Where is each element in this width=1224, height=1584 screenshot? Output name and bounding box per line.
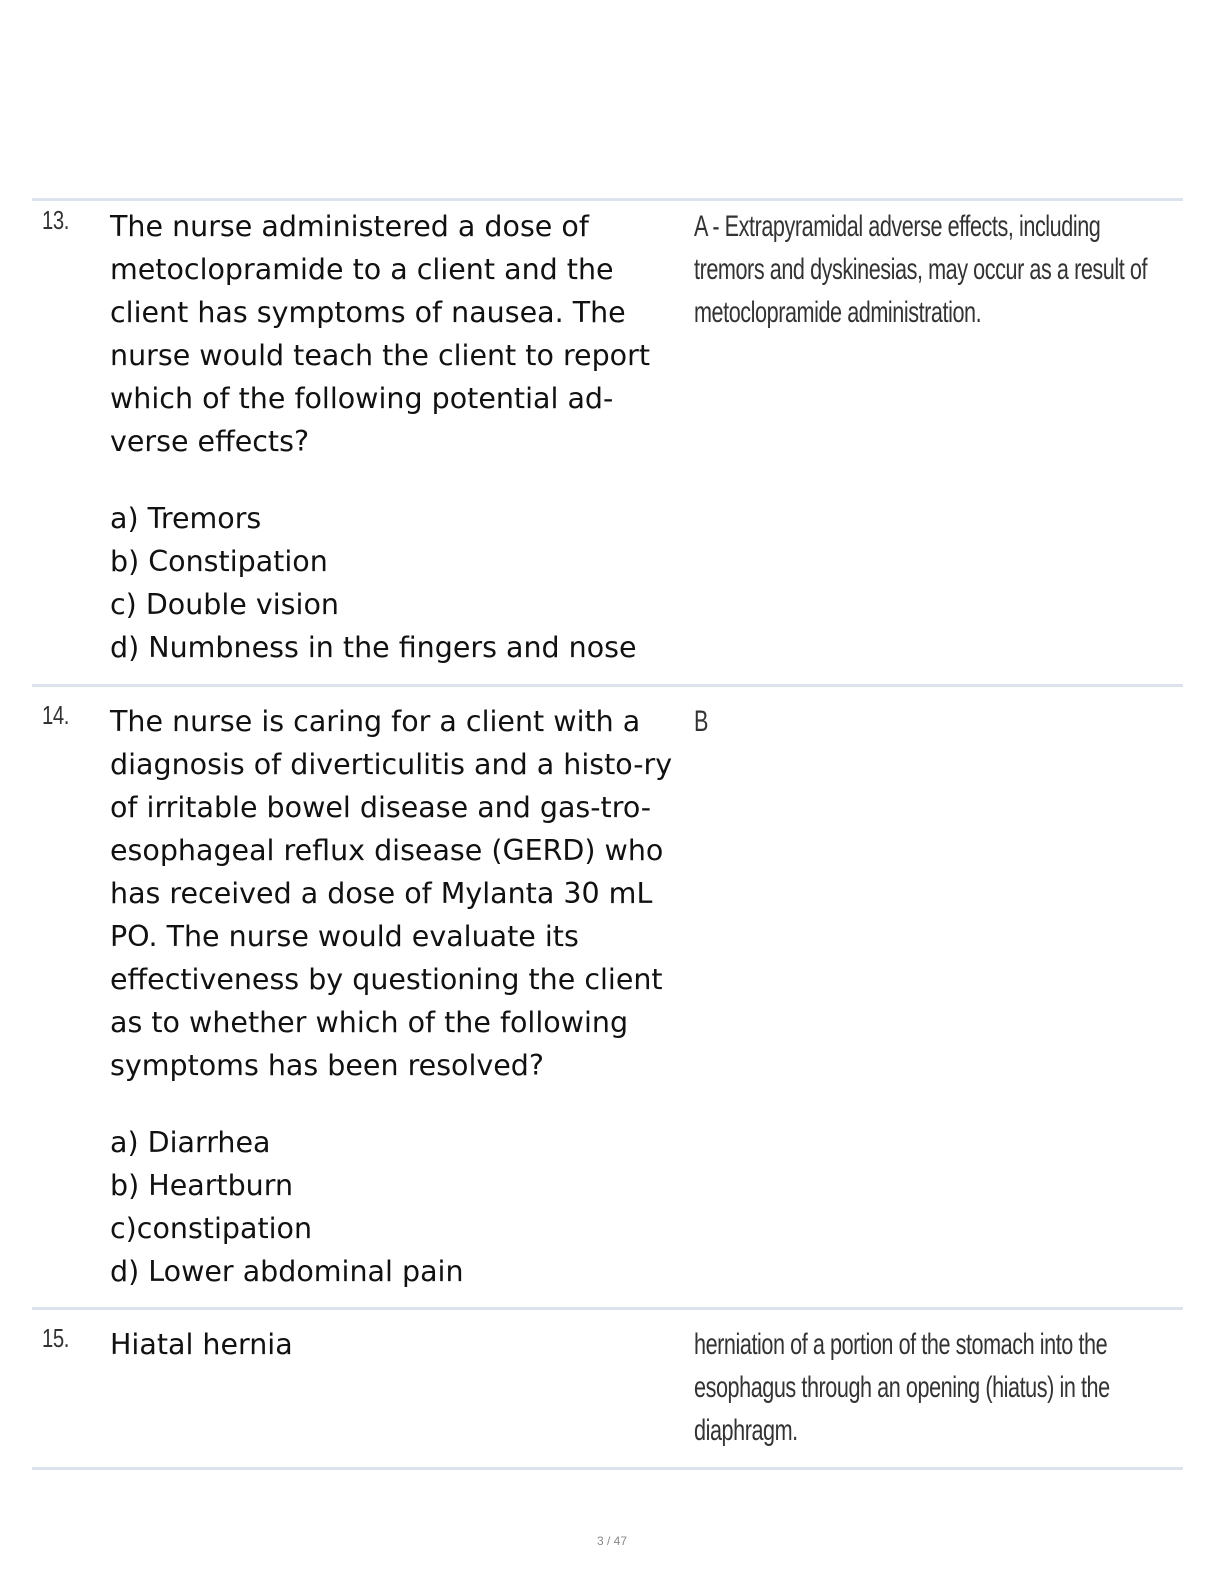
- card-answer: [694, 1323, 1174, 1452]
- option-list: [110, 1121, 690, 1293]
- card-number: 14.: [42, 700, 70, 730]
- question-text: The nurse administered a dose of metoclopramide to a client and the client has symptoms of nausea. The nurse would teach the client to report which of the following potential ad-verse effects?: [110, 210, 651, 458]
- card-question: [110, 700, 690, 1293]
- card-answer: [694, 700, 1174, 743]
- option-b: b) Heartburn: [110, 1169, 294, 1202]
- option-c: c) Double vision: [110, 588, 339, 621]
- divider: [32, 198, 1183, 201]
- answer-text: A - Extrapyramidal adverse effects, including tremors and dyskinesias, may occur as a result of metoclopramide administration.: [694, 210, 1148, 329]
- page-number: 3 / 47: [596, 1534, 628, 1548]
- option-b: b) Constipation: [110, 545, 328, 578]
- option-c: c)constipation: [110, 1212, 313, 1245]
- card-question: [110, 205, 690, 669]
- question-text: Hiatal hernia: [110, 1328, 293, 1361]
- divider: [32, 684, 1183, 687]
- divider: [32, 1467, 1183, 1470]
- card-number: 13.: [42, 205, 70, 235]
- card-answer: [694, 205, 1174, 334]
- card-number: 15.: [42, 1323, 70, 1353]
- option-d: d) Numbness in the fingers and nose: [110, 631, 637, 664]
- option-a: a) Tremors: [110, 502, 262, 535]
- option-d: d) Lower abdominal pain: [110, 1255, 464, 1288]
- answer-text: B: [694, 705, 708, 738]
- option-a: a) Diarrhea: [110, 1126, 271, 1159]
- question-text: The nurse is caring for a client with a diagnosis of diverticulitis and a histo-ry of irritable bowel disease and gas-tro-esophageal reflux disease (GERD) who has received a dose of Mylanta 30 mL PO. The nurse would evaluate its effectiveness by questioning the client as to whether which of the following symptoms has been resolved?: [110, 705, 673, 1082]
- card-question: [110, 1323, 690, 1366]
- option-list: [110, 497, 690, 669]
- divider: [32, 1307, 1183, 1310]
- answer-text: herniation of a portion of the stomach into the esophagus through an opening (hiatus) in the diaphragm.: [694, 1328, 1110, 1447]
